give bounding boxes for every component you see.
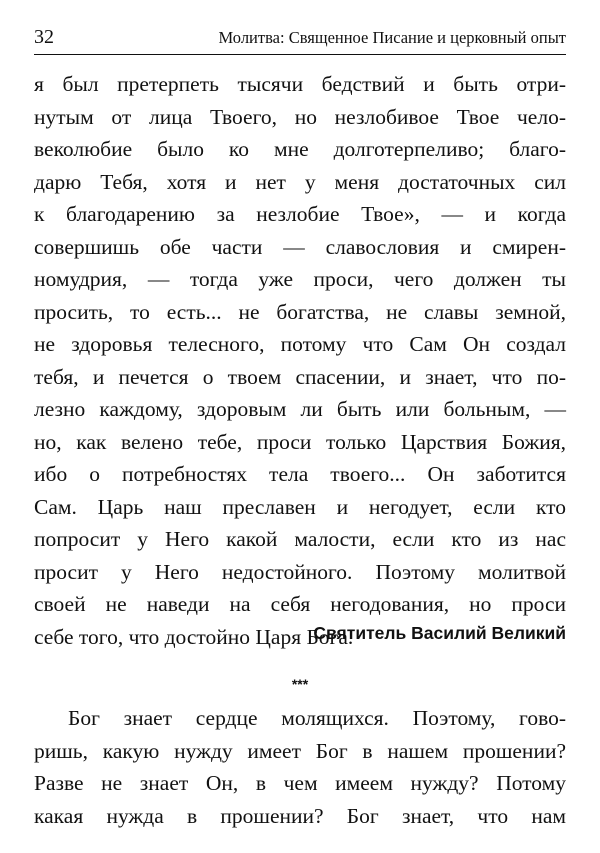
text-line: просить, то есть... не богатства, не славы земной,: [34, 299, 566, 324]
text-line: просит у Него недостойного. Поэтому молитвой: [34, 559, 566, 584]
text-line: не здоровья телесного, потому что Сам Он создал: [34, 332, 566, 356]
text-line: Разве не знает Он, в чем имеем нужду? Потому: [34, 771, 566, 795]
running-header: [34, 24, 566, 55]
text-line: ибо о потребностях тела твоего... Он заботится: [34, 462, 566, 486]
text-line: совершишь обе части — славословия и смирен-: [34, 234, 566, 259]
book-page: [34, 0, 566, 853]
text-line: к благодарению за незлобие Твое», — и когда: [34, 202, 566, 226]
text-line: я был претерпеть тысячи бедствий и быть отри-: [34, 72, 566, 96]
text-line: попросит у Него какой малости, если кто из нас: [34, 527, 566, 551]
text-line: номудрия, — тогда уже проси, чего должен ты: [34, 267, 566, 291]
text-line: но, как велено тебе, проси только Царствия Божия,: [34, 429, 566, 454]
text-line: веколюбие было ко мне долготерпеливо; благо-: [34, 137, 566, 161]
section-separator: ***: [291, 676, 309, 692]
running-header-title: Молитва: Священное Писание и церковный опыт: [218, 28, 566, 47]
text-line: лезно каждому, здоровым ли быть или больным, —: [34, 397, 566, 421]
text-line: какая нужда в прошении? Бог знает, что нам: [34, 803, 566, 828]
quote-attribution: Святитель Василий Великий: [313, 623, 566, 643]
text-line: себе того, что достойно Царя Бога.: [34, 624, 354, 649]
text-line: Сам. Царь наш преславен и негодует, если кто: [34, 494, 566, 519]
paragraph-one: [34, 68, 566, 653]
text-line: дарю Тебя, хотя и нет у меня достаточных сил: [34, 169, 566, 194]
text-line: тебя, и печется о твоем спасении, и знает, что по-: [34, 364, 566, 389]
text-line: нутым от лица Твоего, но незлобивое Твое чело-: [34, 104, 566, 129]
text-line: Бог знает сердце молящихся. Поэтому, гово-: [68, 706, 566, 730]
text-line: ришь, какую нужду имеет Бог в нашем прошении?: [34, 738, 566, 763]
text-line: своей не наведи на себя негодования, но проси: [34, 592, 566, 616]
page-number: 32: [34, 26, 54, 48]
paragraph-two: [34, 702, 566, 832]
